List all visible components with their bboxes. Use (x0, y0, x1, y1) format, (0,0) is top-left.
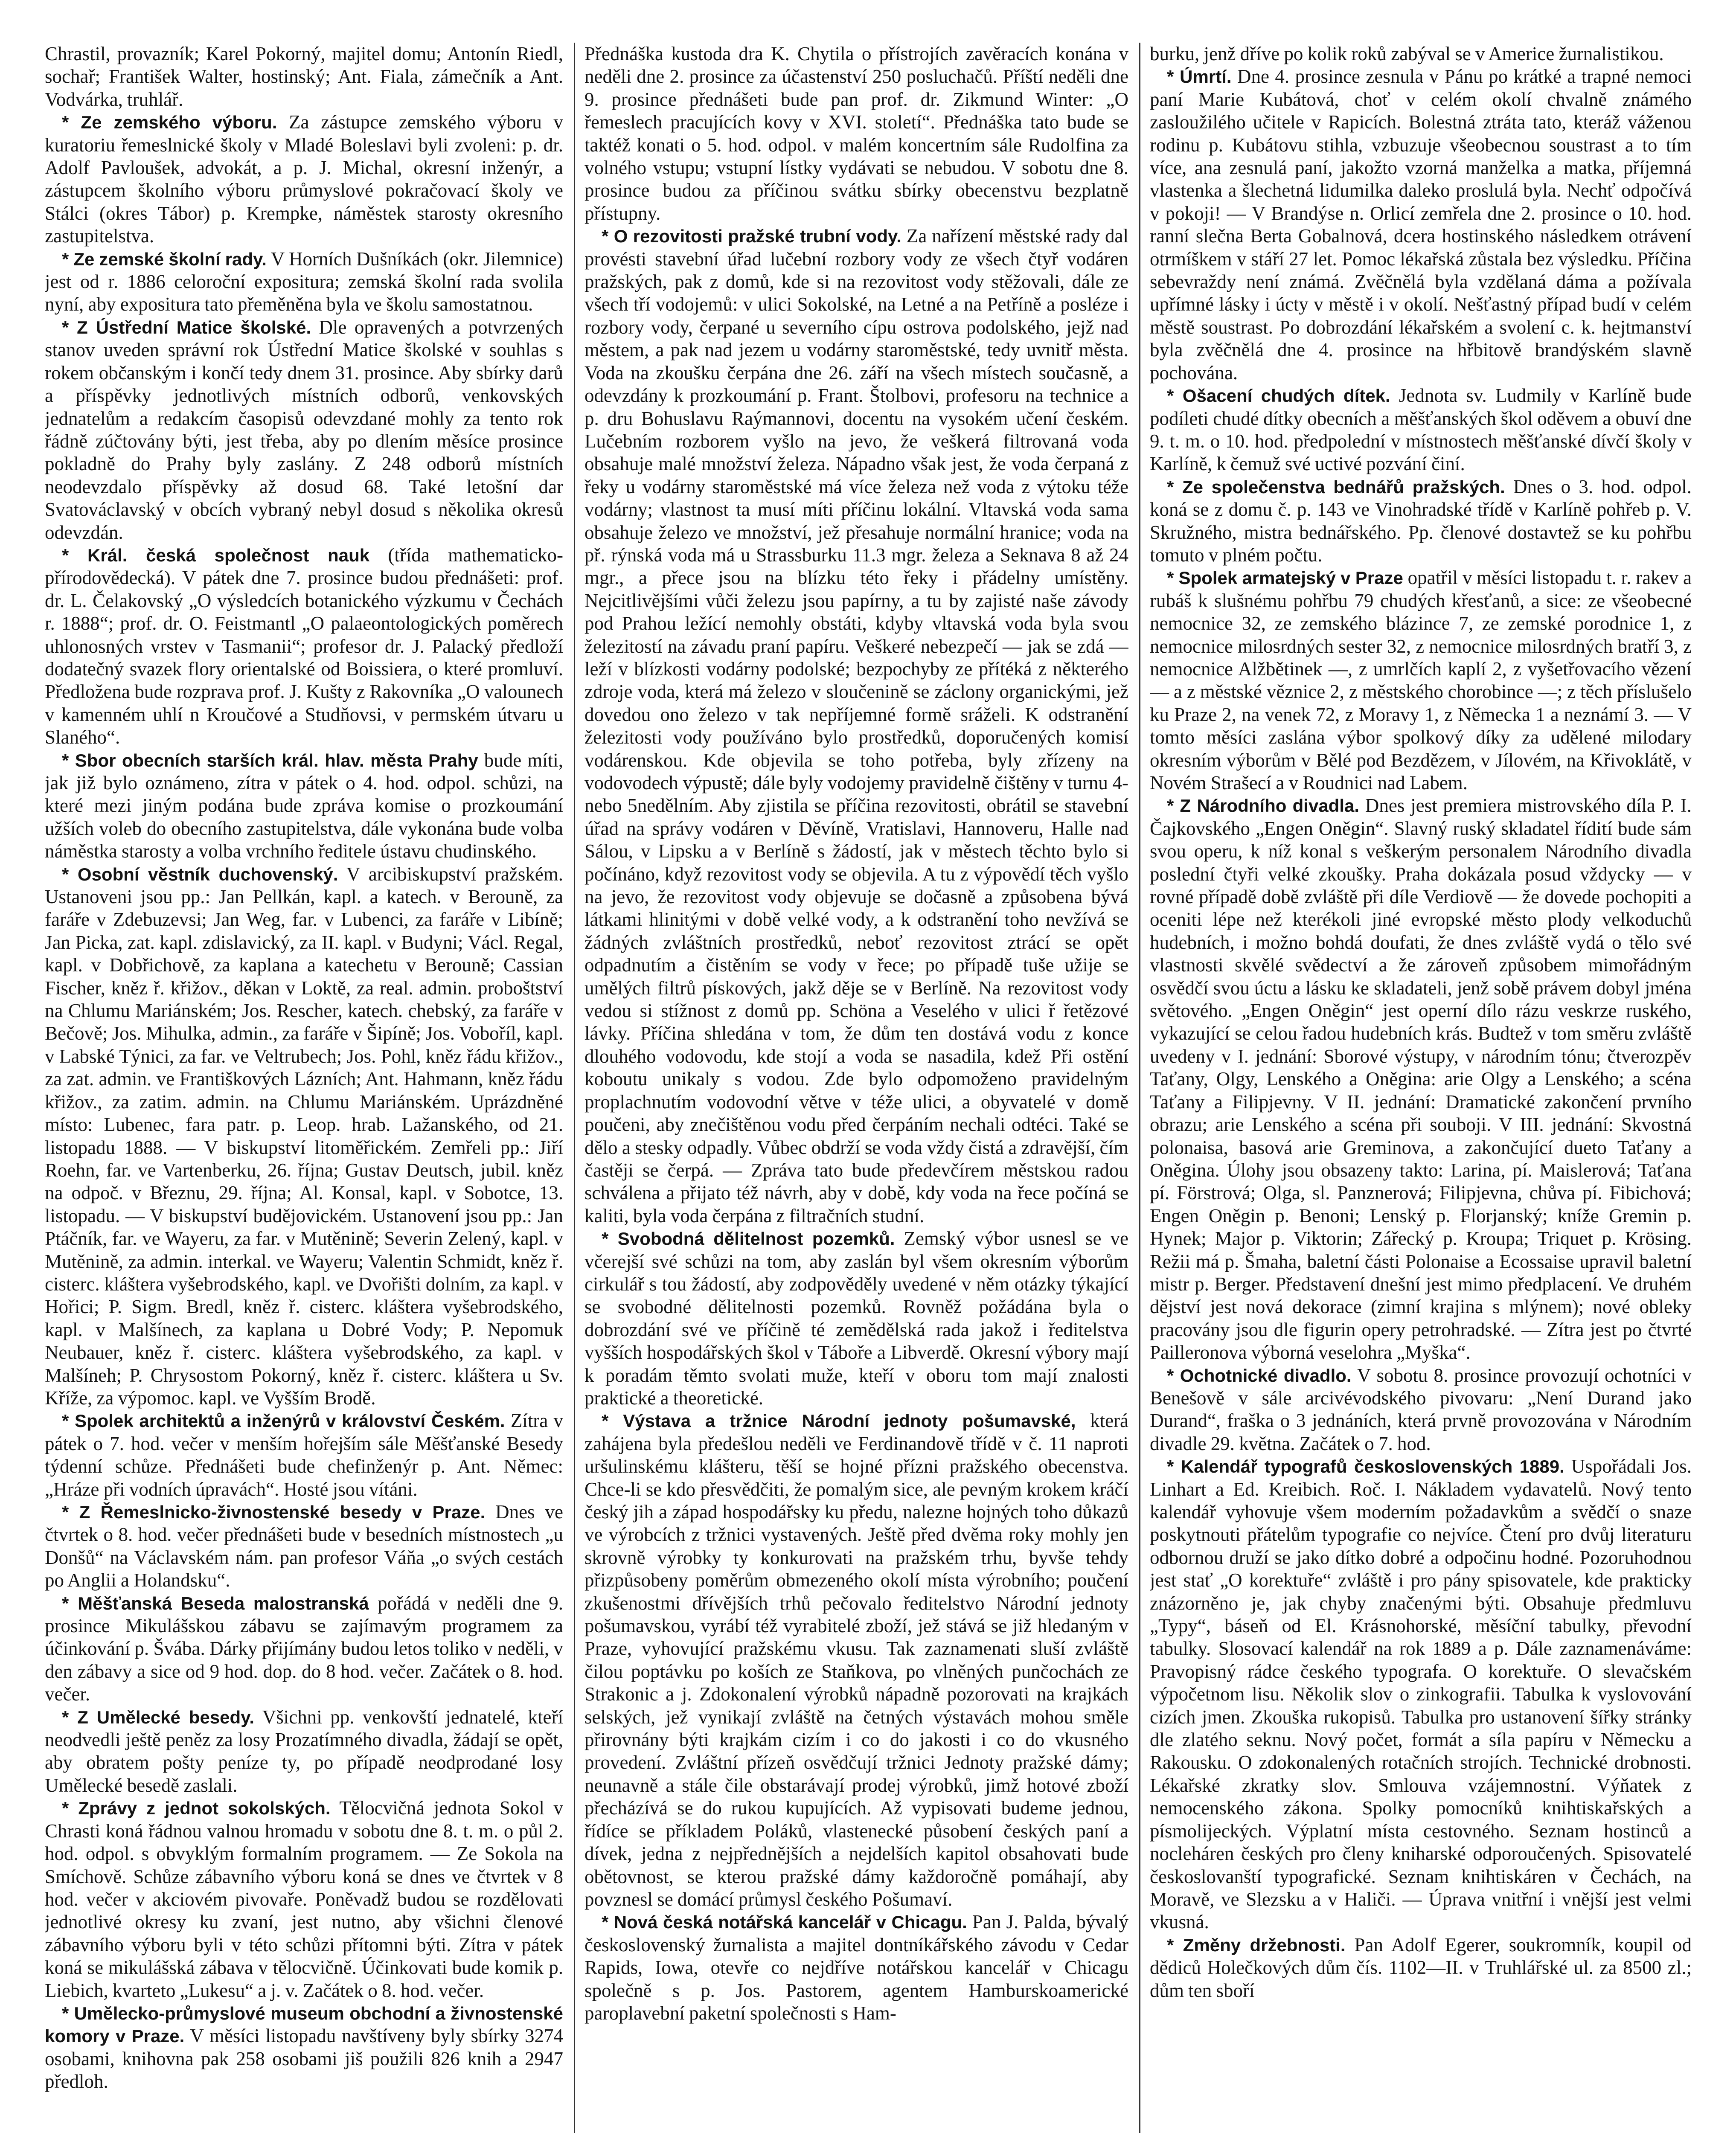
article-text: Pan Adolf Egerer, soukromník, koupil od dědiců Holečkových dům čís. 1102—II. v Truhlářské ul. za 8500 zl.; dům ten sboří (1150, 1934, 1692, 2001)
article-text: Zemský výbor usnesl se ve včerejší své schůzi na tom, aby zaslán byl všem okresním výborům cirkulář s tou žádostí, aby zodpověděly uvedené v něm otázky týkající se svobodné dělitelnosti pozemků. Rovněž požádána byla o dobrozdání své ve příčině té zemědělská rada jakož i ředitelstva vyšších hospodářských škol v Táboře a Libverdě. Okresní výbory mají k poradám těmto svolati muže, kteří v oboru tom mají znalosti praktické a theoretické. (584, 1228, 1128, 1409)
article-heading: * Ochotnické divadlo. (1167, 1365, 1352, 1386)
article-text: Za zástupce zemského výboru v kuratoriu řemeslnické školy v Mladé Boleslavi byli zvoleni: p. dr. Adolf Pavloušek, advokát, a p. J. Michal, okresní inženýr, a zástupcem školního výboru průmyslové pokračovací školy ve Stálci (okres Tábor) p. Krempke, náměstek starosty okresního zastupitelstva. (45, 111, 563, 247)
article-text: Dne 4. prosince zesnula v Pánu po krátké a trapné nemoci paní Marie Kubátová, choť v celém okolí chvalně známého zasloužilého učitele v Rapicích. Bolestná ztráta tato, kteráž váženou rodinu p. Kubátovu stihla, vzbuzuje všeobecnou soustrast a to tím více, ana zesnulá paní, jakožto vzorná manželka a matka, příjemná vlastenka a šlechetná lidumilka daleko proslulá byla. Nechť odpočívá v pokoji! — V Brandýse n. Orlicí zemřela dne 2. prosince o 10. hod. ranní slečna Berta Gobalnová, dcera hostinského následkem otrávení otrmíškem v stáří 27 let. Pomoc lékařská zůstala bez výsledku. Příčina sebevraždy není známá. Zvěčnělá byla vzdělaná dáma a požívala upřímné lásky i úcty v městě i v okolí. Nešťastný případ budí v celém městě soustrast. Po dobrozdání lékařském a svolení c. k. hejtmanství byla zvěčnělá dne 4. prosince na hřbitově brandýském slavně pochována. (1150, 66, 1692, 384)
article-heading: * Nová česká notářská kancelář v Chicagu. (602, 1912, 967, 1932)
article-heading: * Ošacení chudých dítek. (1167, 386, 1390, 406)
article-paragraph (45, 248, 563, 316)
article-paragraph (45, 316, 563, 544)
article-text: V sobotu 8. prosince provozují ochotníci v Benešově v sále arcivévodského pivovaru: „Není Durand jako Durand“, fraška o 3 jednáních, která prvně provozována v Národním divadle 29. května. Začátek o 7. hod. (1150, 1364, 1692, 1454)
article-text: Zítra v pátek o 7. hod. večer v menším hořejším sále Měšťanské Besedy týdenní schůze. Přednášeti bude chefinženýr p. Ant. Němec: „Hráze při vodních úpravách“. Hosté jsou vítáni. (45, 1410, 563, 1500)
article-paragraph (1150, 65, 1692, 384)
article-text: která zahájena byla předešlou neděli ve Ferdinandově třídě v č. 11 naproti uršulinskému klášteru, těší se hojné přízni pražského obecenstva. Chce-li se kdo přesvědčiti, že pomalým sice, ale pevným krokem kráčí český jih a západ hospodářsky ku předu, nalezne hojných toho důkazů ve výrobcích z tržnici vystavených. Ještě před dvěma roky mohly jen skrovně výrobky ty konkurovati na pražském trhu, byvše tehdy přizpůsobeny poměrům obmezeného okolí místa výrobního; poučení zkušenostmi dřívějších trhů pečovalo ředitelstvo Národní jednoty pošumavskou, vyrábí též vyrabitelé zboží, jež stává se již hledaným v Praze, vyhovující pražskému vkusu. Tak zaznamenati sluší zvláště čilou poptávku po koších ze Staňkova, po vlněných punčochách ze Strakonic a j. Zdokonalení výrobků nápadně pozorovati na krajkách selských, jež vynikají zvláště na četných výstavách mohou směle přirovnány býti krajkám cizím i co do jakosti i co do vkusného provedení. Zvláštní přízeň osvědčují tržnici Jednoty pražské dámy; neunavně a stále čile obstarávají prodej výrobků, jimž hotové zboží přecházívá se do rukou kupujících. Až vypisovati budeme jednou, řídíce se příkladem Poláků, vlastenecké působení českých paní a dívek, jedna z nejpřednějších a nejdelších kapitol obsahovati bude obětovnost, se kterou pražské dámy každoročně pomáhají, aby povznesl se domácí průmysl českého Pošumaví. (584, 1410, 1128, 1910)
article-heading: * Spolek architektů a inženýrů v království Českém. (62, 1411, 505, 1431)
article-heading: * Kalendář typografů československých 1889. (1167, 1456, 1564, 1477)
article-heading: * Měšťanská Beseda malostranská (62, 1593, 369, 1613)
article-paragraph (45, 111, 563, 247)
article-text: Přednáška kustoda dra K. Chytila o přístrojích zavěracích konána v neděli dne 2. prosince za účastenství 250 posluchačů. Příští neděli dne 9. prosince přednášeti bude pan prof. dr. Zikmund Winter: „O řemeslech pracujících kovy v XVI. století“. Přednáška tato bude se taktéž konati o 5. hod. odpol. v malém koncertním sále Rudolfina za volného vstupu; vstupní lístky vydávati se nebudou. V sobotu dne 8. prosince budou za příčinou svátku sbírky obecenstvu bezplatně přístupny. (584, 43, 1128, 224)
article-text: V arcibiskupství pražském. Ustanoveni jsou pp.: Jan Pellkán, kapl. a katech. v Berouně, za faráře v Zdebuzevsi; Jan Weg, far. v Lubenci, za faráře v Libíně; Jan Picka, zat. kapl. zdislavický, za II. kapl. v Budyni; Václ. Regal, kapl. v Dobřichově, za kaplana a katechetu v Berouně; Cassian Fischer, kněz ř. křižov., děkan v Loktě, za real. admin. proboštství na Chlumu Mariánském; Jos. Rescher, katech. chebský, za faráře v Bečově; Jos. Mihulka, admin., za faráře v Šipíně; Jos. Voboříl, kapl. v Labské Týnici, za far. ve Veltrubech; Jos. Pohl, kněz řádu křižov., za zat. admin. ve Františkových Lázních; Ant. Hahmann, kněz řádu křižov., za zatim. admin. na Chlumu Mariánském. Uprázdněné místo: Lubenec, fara patr. p. Leop. hrab. Lažanského, od 21. listopadu 1888. — V biskupství litoměřickém. Zemřeli pp.: Jiří Roehn, far. ve Vartenberku, 26. října; Gustav Deutsch, jubil. kněz na odpoč. v Březnu, 29. října; Al. Konsal, kapl. v Sobotce, 13. listopadu. — V biskupství budějovickém. Ustanovení jsou pp.: Jan Ptáčník, far. ve Wayeru, za far. v Mutěnině; Severin Zelený, kapl. v Mutěnině, za admin. interkal. ve Wayeru; Valentin Schmidt, kněz ř. cisterc. kláštera vyšebrodského, kapl. ve Dvořišti dolním, za kapl. v Hořici; P. Sigm. Bredl, kněz ř. cisterc. kláštera vyšebrodského, kapl. v Malšínech, za kaplana u Dobré Vody; P. Nepomuk Neubauer, kněz ř. cisterc. kláštera vyšebrodského, za kapl. v Malšíneh; P. Chrysostom Pokorný, kněz ř. cisterc. kláštera u Sv. Kříže, za výpomoc. kapl. ve Vyšším Brodě. (45, 863, 563, 1409)
article-paragraph (45, 1592, 563, 1706)
article-text: opatřil v měsíci listopadu t. r. rakev a rubáš k slušnému pohřbu 79 chudých křesťanů, a sice: ze všeobecné nemocnice 32, ze zemského blázince 7, ze zemské porodnice 1, z nemocnice milosrdných sester 32, z nemocnice milosrdných bratří 3, z nemocnice Alžbětinek —, z umrlčích kaplí 2, z vyšetřovacího vězení — a z městské věznice 2, z městského chorobince —; z těch příslušelo ku Praze 2, na venek 72, z Moravy 1, z Německa 1 a neznámí 3. — V tomto měsíci zaslána výbor spolkový díky za udělené milodary okresním výborům v Bělé pod Bezdězem, v Jílovém, na Křivoklátě, v Novém Strašecí a v Roudnici nad Labem. (1150, 567, 1692, 793)
article-paragraph (584, 1911, 1128, 2025)
article-heading: * Sbor obecních starších král. hlav. města Prahy (62, 750, 478, 770)
article-paragraph (584, 1409, 1128, 1911)
article-heading: * Změny držebnosti. (1167, 1935, 1346, 1955)
text-column-left (45, 43, 563, 2133)
article-paragraph (45, 1501, 563, 1592)
text-column-right (1150, 43, 1692, 2133)
article-paragraph (1150, 794, 1692, 1364)
article-text: (třída mathematicko-přírodovědecká). V pátek dne 7. prosince budou přednášeti: prof. dr. L. Čelakovský „O výsledcích botanického výzkumu v Čechách r. 1888“; prof. dr. O. Feistmantl „O palaeontologických poměrech uhlonosných vrstev v Tasmanii“; profesor dr. J. Palacký předloží dodatečný svazek flory orientalské od Boissiera, o které promluví. Předložena bude rozprava prof. J. Kušty z Rakovníka „O valounech v kamenném uhlí n Kroučové a Studňovsi, v permském útvaru u Slaného“. (45, 544, 563, 748)
article-heading: * Ze společenstva bednářů pražských. (1167, 477, 1505, 497)
article-paragraph (1150, 476, 1692, 567)
article-heading: * Z Řemeslnicko-živnostenské besedy v Praze. (62, 1502, 486, 1522)
article-text: V měsíci listopadu navštíveny byly sbírky 3274 osobami, knihovna pak 258 osobami jiš použili 826 knih a 2947 předloh. (45, 2025, 563, 2092)
article-text: bude míti, jak již bylo oznámeno, zítra v pátek o 4. hod. odpol. schůzi, na které mezi jiným podána bude zpráva komise o prozkoumání užších voleb do obecního zastupitelstva, dále vykonána bude volba náměstka starosty a volba vrchního ředitele ústavu chudinského. (45, 749, 563, 862)
article-text: Za nařízení městské rady dal provésti stavební úřad lučební rozbory vody ze všech čtyř vodáren pražských, pak z domů, kde si na rezovitost vody stěžovali, dále ze všech tří vodojemů: v ulici Sokolské, na Letné a na Petříně a posléze i rozbory vody, čerpané u severního cípu ostrova podolského, jejž nad městem, a pak nad jezem u vodárny staroměstské, tedy uvnitř města. Voda na zkoušku čerpána dne 26. září na všech místech současně, a odevzdány k prozkoumání p. Frant. Štolbovi, profesoru na technice a p. dru Bohuslavu Raýmannovi, docentu na vysokém učení českém. Lučebním rozborem vyšlo na jevo, že veškerá filtrovaná voda obsahuje malé množství železa. Nápadno však jest, že voda čerpaná z řeky u vodárny staroměstské má více železa než voda z výtoku téže vodárny; vlastnost ta musí míti příčinu lokální. Vltavská voda sama obsahuje železo ve množství, jež přesahuje normální hranice; voda na př. rýnská voda má u Strassburku 11.3 mgr. železa a Seknava 8 až 24 mgr., a přece jsou na blízku této řeky i přádelny umístěny. Nejcitlivějšími vůči železu jsou papírny, a tu by zajisté naše závody pod Prahou ležící nemohly obstáti, kdyby vltavská voda byla svou železitostí na závadu praní papíru. Veškeré nebezpečí — jak se zdá — leží v blízkosti vodárny podolské; bezpochyby ze přítéká z některého zdroje voda, která má železo v sloučenině se záclony organickými, jež dovedou ono železo v tak nepříjemné formě sráželi. K odstranění železitosti vody používáno bylo prostředků, doporučených komisí vodárenskou. Kde objevila se toho potřeba, byly zřízeny na vodovodech výpustě; dále byly vodojemy pravidelně čištěny v turnu 4- nebo 5nedělním. Aby zjistila se příčina rezovitosti, obrátil se stavební úřad na správy vodáren v Děvíně, Vratislavi, Hannoveru, Halle nad Sálou, v Lipsku a v Berlíně s žádostí, jak v městech těchto bylo si počínáno, když rezovitost vody se objevila. A tu z výpovědí těch vyšlo na jevo, že rezovitost vody objevuje se dočasně a způsobena bývá látkami hlinitými v době velké vody, a k odstranění toho nevžívá se žádných zvláštních prostředků, neboť rezovitost ztrácí se opět odpadnutím a čistěním se vody v řece; po případě tuše užije se umělých filtrů pískových, jakž děje se v Berlíně. Na rezovitost vody vedou si stížnost z domů pp. Schöna a Veselého v ulici ř řetězové lávky. Příčina shledána v tom, že dům ten dostává vodu z konce dlouhého vodovodu, kde stojí a voda se nasadila, kdež Při ostění koboutu unikaly s vodou. Zde bylo odpomoženo pravidelným proplachnutím vodovodní větve v téže ulici, a obyvatelé v domě poučeni, aby znečištěnou vodu před čerpáním nechali odtéci. Také se dělo a stesky odpadly. Vůbec obdrží se voda vždy čistá a zdravější, čím častěji se čerpá. — Zpráva tato bude předevčírem městskou radou schválena a přijato též návrh, aby v době, kdy voda na řece počíná se kaliti, byla voda čerpána z filtračních studní. (584, 225, 1128, 1226)
article-paragraph (45, 2002, 563, 2093)
article-heading: * Svobodná dělitelnost pozemků. (602, 1229, 895, 1249)
newspaper-page (45, 43, 1692, 2133)
article-text: Chrastil, provazník; Karel Pokorný, majitel domu; Antonín Riedl, sochař; František Walter, hostinský; Ant. Fiala, zámečník a Ant. Vodvárka, truhlář. (45, 43, 563, 110)
article-paragraph (45, 544, 563, 749)
article-heading: * Z Umělecké besedy. (62, 1707, 255, 1727)
article-heading: * Ze zemského výboru. (62, 112, 277, 133)
article-heading: * Ze zemské školní rady. (62, 249, 267, 269)
article-paragraph (1150, 384, 1692, 476)
article-paragraph (1150, 1934, 1692, 2002)
article-paragraph (584, 225, 1128, 1227)
article-text: Dle opravených a potvrzených stanov uveden správní rok Ústřední Matice školské v souhlas s rokem občanským i končí tedy dnem 31. prosince. Aby sbírky darů a příspěvky jednotlivých místních odborů, venkovských jednatelům a redakcím časopisů odevzdané mohly za tento rok řádně zúčtovány býti, jest třeba, aby po dlením měsíce prosince pokladně do Prahy byly zaslány. Z 248 odborů místních neodevzdalo příspěvky až dosud 68. Také letošní dar Svatováclavský v obcích vybraný nebyl dosud s několika okresů odevzdán. (45, 316, 563, 543)
article-text: Dnes jest premiera mistrovského díla P. I. Čajkovského „Engen Oněgin“. Slavný ruský skladatel řídití bude sám svou operu, k níž konal s veškerým personalem Národního divadla poslední čtyři velké zkoušky. Praha dokázala posud vždycky — v rovné případě době zvláště při díle Verdiově — že dovede pochopiti a oceniti lépe než kterékoli jiné evropské město plody velkoduchů hudebních, i možno bohdá doufati, že dnes zvláště vydá o tělo své vlastnosti skvělé svědectví a že zároveň způsobem mimořádným osvědčí svou úctu a lásku ke skladateli, jenž sobě právem dobyl jména světového. „Engen Oněgin“ jest operní dílo rázu veskrze ruského, vykazující se celou řadou hudebních krás. Budtež v tom směru zvláště uvedeny v I. jednání: Sborové výstupy, v národním tónu; čtverozpěv Taťany, Olgy, Lenského a Oněgina: arie Olgy a Lenského; a scéna Taťany a Filipjevny. V II. jednání: Dramatické zakončení prvního obrazu; arie Lenského a scéna při souboji. V III. jednání: Skvostná polonaisa, basová arie Greminova, a zakončující dueto Taťany a Oněgina. Úlohy jsou obsazeny takto: Larina, pí. Maislerová; Taťana pí. Förstrová; Olga, sl. Panznerová; Filipjevna, chůva pí. Fibichová; Engen Oněgin p. Benoni; Lenský p. Florjanský; kníže Gremin p. Hynek; Major p. Viktorin; Zářecký p. Kroupa; Triquet p. Krösing. Režii má p. Šmaha, baletní části Polonaise a Ecossaise upravil baletní mistr p. Berger. Představení dnešní jest mimo předplacení. Ve druhém dějství jest nová dekorace (zimní krajina s mlýnem); nové obleky pracovány jsou dle figurin opery petrohradské. — Zítra jest po čtvrté Pailleronova výborná veselohra „Myška“. (1150, 795, 1692, 1363)
article-heading: * Z Ústřední Matice školské. (62, 317, 311, 337)
article-text: Tělocvičná jednota Sokol v Chrasti koná řádnou valnou hromadu v sobotu dne 8. t. m. o půl 2. hod. odpol. s obvyklým formalním programem. — Ze Sokola na Smíchově. Schůze zábavního výboru koná se dnes ve čtvrtek v 8 hod. večer v akciovém pivovaře. Poněvadž budou se rozdělovati jednotlivé okresy ku zvaní, jest nutno, aby všichni členové zábavního výboru byli v této schůzi přítomni býti. Zítra v pátek koná se mikulášská zábava v tělocvičně. Účinkovati bude komik p. Liebich, kvarteto „Lukesu“ a j. v. Začátek o 8. hod. večer. (45, 1797, 563, 2001)
column-divider (1139, 43, 1140, 2133)
article-heading: * Umělecko-průmyslové museum obchodní a živnostenské komory v Praze. (45, 2003, 563, 2046)
text-column-middle (584, 43, 1128, 2133)
article-paragraph (1150, 1455, 1692, 1934)
article-heading: * Osobní věstník duchovenský. (62, 864, 338, 884)
article-heading: * Spolek armatejský v Praze (1167, 568, 1403, 588)
article-text: V Horních Dušníkách (okr. Jilemnice) jest od r. 1886 celoroční expositura; zemská školní rada svolila nyní, aby expositura tato přeměněna byla ve školu samostatnou. (45, 248, 563, 315)
article-paragraph (1150, 1364, 1692, 1456)
article-heading: * Úmrtí. (1167, 67, 1232, 87)
article-paragraph (45, 1797, 563, 2002)
article-heading: * Výstava a tržnice Národní jednoty pošumavské, (602, 1411, 1076, 1431)
article-heading: * Zprávy z jednot sokolských. (62, 1798, 331, 1819)
column-divider (574, 43, 575, 2133)
article-text: pořádá v neděli dne 9. prosince Mikulášskou zábavu se zajímavým programem za účinkování p. Švába. Dárky přijímány budou letos toliko v neděli, v den zábavy a sice od 9 hod. dop. do 8 hod. večer. Začátek o 8. hod. večer. (45, 1592, 563, 1705)
article-paragraph (45, 749, 563, 863)
article-paragraph (584, 43, 1128, 225)
article-heading: * Král. česká společnost nauk (62, 545, 370, 565)
article-paragraph (45, 1409, 563, 1501)
article-paragraph (584, 1227, 1128, 1409)
article-paragraph (45, 1706, 563, 1797)
article-text: Jednota sv. Ludmily v Karlíně bude podíleti chudé dítky obecních a měšťanských škol oděvem a obuví dne 9. t. m. o 10. hod. předpolední v místnostech měšťanské dívčí školy v Karlíně, k čemuž své uctivé pozvání činí. (1150, 385, 1692, 475)
article-text: Pan J. Palda, bývalý československý žurnalista a majitel dontníkářského závodu v Cedar Rapids, Iowa, otevře co nejdříve notářskou kancelář v Chicagu společně s p. Jos. Pastorem, agentem Hamburskoamerické paroplavební paketní společnosti s Ham- (584, 1911, 1128, 2024)
article-paragraph (45, 43, 563, 111)
article-heading: * O rezovitosti pražské trubní vody. (602, 226, 901, 247)
article-text: Dnes ve čtvrtek o 8. hod. večer přednášeti bude v besedních místnostech „u Donšů“ na Václavském nám. pan profesor Váňa „o svých cestách po Anglii a Holandsku“. (45, 1501, 563, 1591)
article-text: Uspořádali Jos. Linhart a Ed. Kreibich. Roč. I. Nákladem vydavatelů. Nový tento kalendář vyhovuje všem moderním požadavkům a svědčí o snaze poskytnouti přátelům typografie co nejvíce. Čtení pro dvůj literaturu odbornou druží se jako dítko dobré a odpočinu hodné. Pozoruhodnou jest stať „O korektuře“ zvláště i pro pány spisovatele, kde prakticky znázorněno je, jak chyby značenými býti. Obsahuje předmluvu „Typy“, báseň od El. Krásnohorské, měsíční tabulky, převodní tabulky. Slosovací kalendář na rok 1889 a p. Dále zaznamenáváme: Pravopisný rádce českého typografa. O korektuře. O slevačském výpočetnom lisu. Několik slov o zinkografii. Tabulka k vyslovování cizích jmen. Zkouška rukopisů. Tabulka pro ustanovení šířky stránky dle zlatého seknu. Nový počet, formát a síla papíru v Německu a Rakousku. O zdokonalených rotačních strojích. Technické drobnosti. Lékařské zkratky slov. Smlouva vzájemnostní. Výňatek z nemocenského zákona. Spolky pomocníků knihtiskařských a písmolijeckých. Výplatní místa cestovného. Seznam hostinců a nocleháren českých pro členy kniharské odporoučených. Spisovatelé českoslovanští typografické. Seznam knihtiskáren v Čechách, na Moravě, ve Slezsku a v Haliči. — Úprava vnitřní i vnější jest velmi vkusná. (1150, 1456, 1692, 1933)
article-paragraph (45, 863, 563, 1410)
article-paragraph (1150, 43, 1692, 65)
article-text: Všichni pp. venkovští jednatelé, kteří neodvedli ještě peněz za losy Prozatímného divadla, žádají se opět, aby obratem pošty peníze ty, po případě neodprodané losy Umělecké besedě zaslali. (45, 1706, 563, 1796)
article-paragraph (1150, 567, 1692, 794)
article-text: burku, jenž dříve po kolik roků zabýval se v Americe žurnalistikou. (1150, 43, 1664, 64)
article-text: Dnes o 3. hod. odpol. koná se z domu č. p. 143 ve Vinohradské třídě v Karlíně pohřeb p. V. Skružného, mistra bednářského. Pp. členové dostavtež se ku pohřbu tomuto v plném počtu. (1150, 476, 1692, 566)
article-heading: * Z Národního divadla. (1167, 796, 1360, 816)
